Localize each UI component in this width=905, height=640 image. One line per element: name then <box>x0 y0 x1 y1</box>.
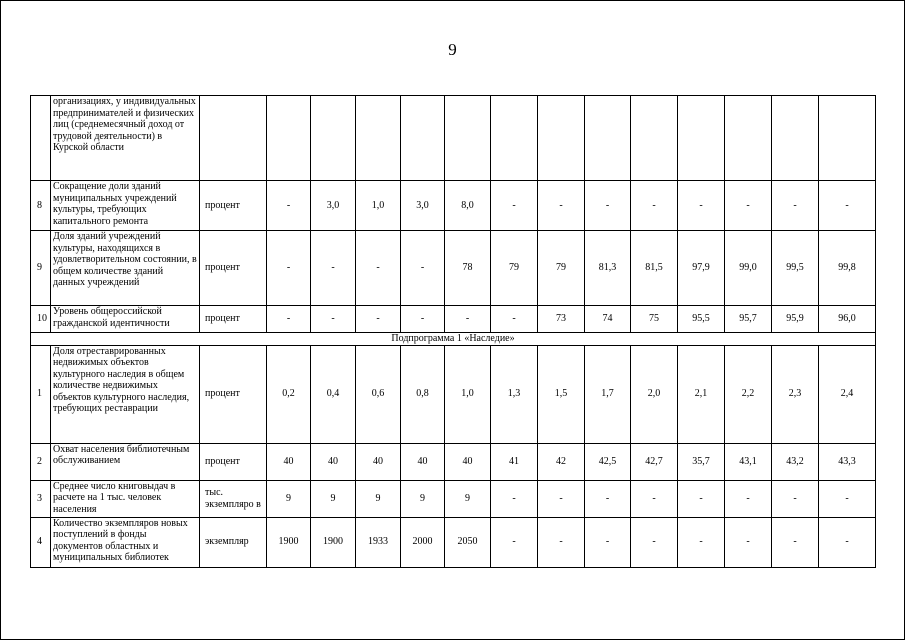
value-cell <box>401 96 445 181</box>
value-cell: - <box>311 231 356 306</box>
value-cell: 2000 <box>401 517 445 567</box>
value-cell: - <box>538 480 585 517</box>
value-cell: 41 <box>491 443 538 480</box>
value-cell: - <box>585 181 631 231</box>
subprogram-header-row <box>31 333 876 346</box>
table-row <box>31 443 876 480</box>
value-cell: 3,0 <box>401 181 445 231</box>
indicator-name: Уровень общероссийской гражданской идентичности <box>51 306 200 333</box>
unit-of-measure: процент <box>200 181 267 231</box>
indicator-name: Среднее число книговыдач в расчете на 1 тыс. человек населения <box>51 480 200 517</box>
unit-of-measure <box>200 96 267 181</box>
value-cell: 43,2 <box>772 443 819 480</box>
value-cell: - <box>819 181 876 231</box>
row-number: 10 <box>31 306 51 333</box>
unit-of-measure: тыс. экземпляро в <box>200 480 267 517</box>
value-cell: 81,5 <box>631 231 678 306</box>
value-cell: - <box>678 181 725 231</box>
unit-of-measure: процент <box>200 231 267 306</box>
unit-of-measure: процент <box>200 345 267 443</box>
value-cell: 35,7 <box>678 443 725 480</box>
value-cell: - <box>772 517 819 567</box>
value-cell: 2,1 <box>678 345 725 443</box>
value-cell: 1,3 <box>491 345 538 443</box>
table-row <box>31 480 876 517</box>
value-cell: - <box>725 517 772 567</box>
row-number <box>31 96 51 181</box>
value-cell: 81,3 <box>585 231 631 306</box>
value-cell: - <box>819 480 876 517</box>
value-cell: - <box>538 181 585 231</box>
value-cell: 1,0 <box>445 345 491 443</box>
value-cell: 2,2 <box>725 345 772 443</box>
value-cell: 9 <box>356 480 401 517</box>
unit-of-measure: экземпляр <box>200 517 267 567</box>
value-cell: 95,5 <box>678 306 725 333</box>
value-cell <box>356 96 401 181</box>
value-cell: 0,2 <box>267 345 311 443</box>
value-cell: - <box>491 517 538 567</box>
value-cell: 3,0 <box>311 181 356 231</box>
value-cell: 40 <box>267 443 311 480</box>
value-cell: 2,0 <box>631 345 678 443</box>
indicator-name: Доля зданий учреждений культуры, находящихся в удовлетворительном состоянии, в общем количестве зданий данных учреждений <box>51 231 200 306</box>
value-cell: - <box>585 480 631 517</box>
table-row <box>31 231 876 306</box>
value-cell: 43,3 <box>819 443 876 480</box>
value-cell: 42 <box>538 443 585 480</box>
value-cell <box>819 96 876 181</box>
value-cell: 43,1 <box>725 443 772 480</box>
value-cell: 78 <box>445 231 491 306</box>
value-cell: - <box>772 480 819 517</box>
row-number: 8 <box>31 181 51 231</box>
value-cell: 95,7 <box>725 306 772 333</box>
value-cell: 99,5 <box>772 231 819 306</box>
value-cell: - <box>267 231 311 306</box>
value-cell: 1933 <box>356 517 401 567</box>
value-cell: 8,0 <box>445 181 491 231</box>
value-cell: - <box>538 517 585 567</box>
unit-of-measure: процент <box>200 306 267 333</box>
value-cell: 75 <box>631 306 678 333</box>
indicator-name: Сокращение доли зданий муниципальных учреждений культуры, требующих капитального ремонта <box>51 181 200 231</box>
table-row <box>31 306 876 333</box>
value-cell: 1,5 <box>538 345 585 443</box>
value-cell: 95,9 <box>772 306 819 333</box>
value-cell: - <box>631 517 678 567</box>
value-cell: 40 <box>401 443 445 480</box>
value-cell <box>267 96 311 181</box>
value-cell: 79 <box>491 231 538 306</box>
value-cell: 1,7 <box>585 345 631 443</box>
value-cell: - <box>819 517 876 567</box>
value-cell: 2,4 <box>819 345 876 443</box>
indicator-name: Доля отреставрированных недвижимых объектов культурного наследия в общем количестве недвижимых объектов культурного наследия, требующих реставрации <box>51 345 200 443</box>
value-cell <box>772 96 819 181</box>
value-cell <box>538 96 585 181</box>
value-cell: 9 <box>445 480 491 517</box>
value-cell: - <box>678 480 725 517</box>
row-number: 3 <box>31 480 51 517</box>
value-cell: - <box>631 480 678 517</box>
value-cell <box>585 96 631 181</box>
value-cell: - <box>725 480 772 517</box>
value-cell: - <box>267 306 311 333</box>
value-cell <box>491 96 538 181</box>
value-cell: - <box>356 306 401 333</box>
indicator-name: Охват населения библиотечным обслуживанием <box>51 443 200 480</box>
value-cell: 74 <box>585 306 631 333</box>
value-cell: 40 <box>311 443 356 480</box>
value-cell: - <box>772 181 819 231</box>
value-cell: - <box>267 181 311 231</box>
value-cell: - <box>491 181 538 231</box>
row-number: 9 <box>31 231 51 306</box>
subprogram-title: Подпрограмма 1 «Наследие» <box>31 333 876 346</box>
value-cell <box>445 96 491 181</box>
value-cell <box>725 96 772 181</box>
value-cell: 96,0 <box>819 306 876 333</box>
unit-of-measure: процент <box>200 443 267 480</box>
value-cell: 9 <box>267 480 311 517</box>
page-number: 9 <box>448 40 457 59</box>
value-cell: 2050 <box>445 517 491 567</box>
value-cell <box>631 96 678 181</box>
value-cell: 73 <box>538 306 585 333</box>
value-cell: - <box>585 517 631 567</box>
value-cell: 0,8 <box>401 345 445 443</box>
indicator-name: организациях, у индивидуальных предпринимателей и физических лиц (среднемесячный доход от трудовой деятельности) в Курской области <box>51 96 200 181</box>
value-cell: 0,4 <box>311 345 356 443</box>
row-number: 4 <box>31 517 51 567</box>
indicator-name: Количество экземпляров новых поступлений в фонды документов областных и муниципальных библиотек <box>51 517 200 567</box>
value-cell: 99,8 <box>819 231 876 306</box>
value-cell: 40 <box>445 443 491 480</box>
indicators-table <box>30 95 876 568</box>
value-cell: - <box>445 306 491 333</box>
value-cell: 2,3 <box>772 345 819 443</box>
value-cell: 9 <box>311 480 356 517</box>
value-cell: 42,5 <box>585 443 631 480</box>
value-cell <box>311 96 356 181</box>
value-cell: 1900 <box>267 517 311 567</box>
value-cell: - <box>725 181 772 231</box>
value-cell: - <box>491 306 538 333</box>
value-cell: 0,6 <box>356 345 401 443</box>
value-cell: 40 <box>356 443 401 480</box>
value-cell: 9 <box>401 480 445 517</box>
table-row <box>31 517 876 567</box>
value-cell: 99,0 <box>725 231 772 306</box>
value-cell: - <box>311 306 356 333</box>
value-cell: - <box>678 517 725 567</box>
table-row <box>31 96 876 181</box>
value-cell: - <box>356 231 401 306</box>
value-cell: 79 <box>538 231 585 306</box>
value-cell: 97,9 <box>678 231 725 306</box>
value-cell: 1,0 <box>356 181 401 231</box>
row-number: 1 <box>31 345 51 443</box>
value-cell: - <box>401 231 445 306</box>
value-cell: 1900 <box>311 517 356 567</box>
row-number: 2 <box>31 443 51 480</box>
value-cell: - <box>631 181 678 231</box>
table-row <box>31 345 876 443</box>
value-cell: - <box>491 480 538 517</box>
value-cell <box>678 96 725 181</box>
value-cell: - <box>401 306 445 333</box>
table-row <box>31 181 876 231</box>
value-cell: 42,7 <box>631 443 678 480</box>
